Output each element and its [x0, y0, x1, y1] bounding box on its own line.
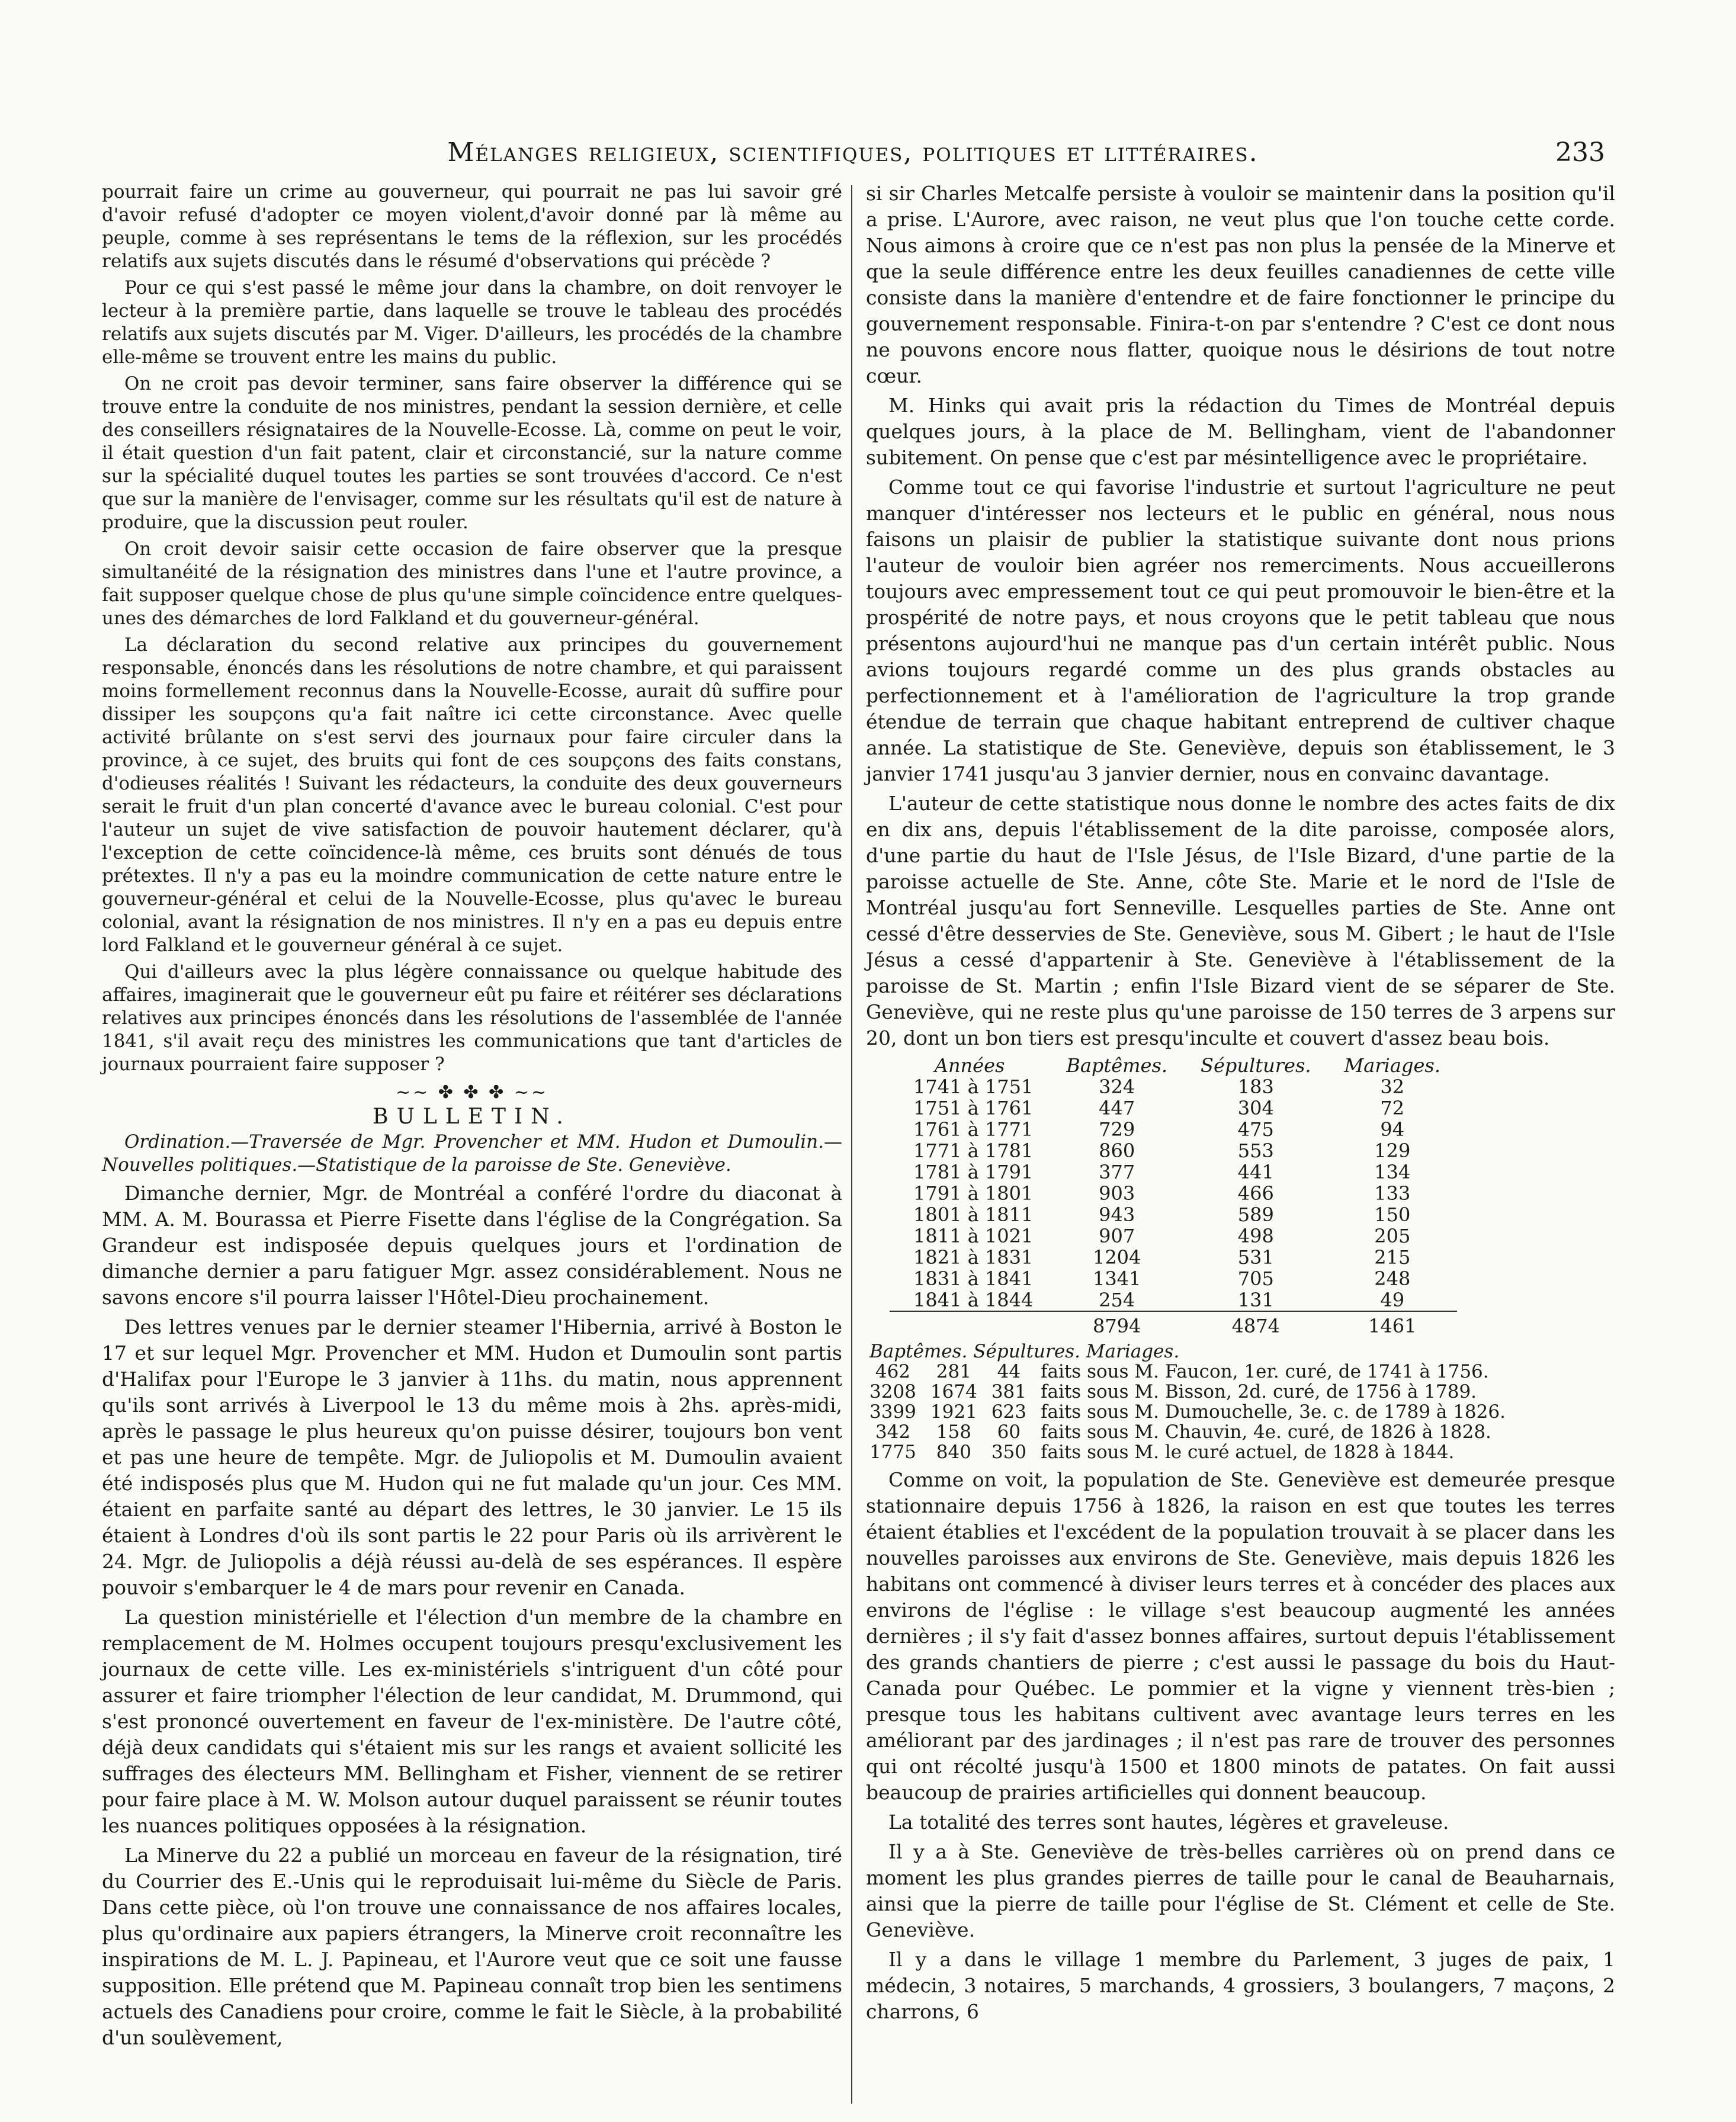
- bulletin-summary: Ordination.—Traversée de Mgr. Provencher et MM. Hudon et Dumoulin.—Nouvelles politiques.—Statistique de la paroisse de Ste. Geneviève.: [102, 1131, 842, 1176]
- table-row: [866, 1422, 1516, 1442]
- total-baptemes: 8794: [1050, 1311, 1184, 1337]
- table-cell: 1791 à 1801: [913, 1182, 1034, 1205]
- page-header: [101, 137, 1605, 179]
- table-row: [890, 1268, 1457, 1289]
- table-cell: 129: [1374, 1139, 1411, 1162]
- table-cell: 215: [1374, 1246, 1411, 1269]
- table-cell: 447: [1099, 1097, 1135, 1119]
- table-cell: 943: [1099, 1203, 1135, 1226]
- table-row: [890, 1247, 1457, 1268]
- table-cell: 475: [1237, 1118, 1274, 1141]
- table-cell: 1204: [1092, 1246, 1141, 1269]
- table-cell: 1781 à 1791: [913, 1161, 1034, 1183]
- paragraph: Des lettres venues par le dernier steamer l'Hibernia, arrivé à Boston le 17 et sur lequel Mgr. Provencher et MM. Hudon et Dumoulin sont partis d'Halifax pour l'Europe le 3 janvier à 11hs. du matin, nous apprennent qu'ils sont arrivés à Liverpool le 13 du même mois à 2hs. après-midi, après le passage le plus heureux qu'on puisse désirer, toujours bon vent et pas une heure de tempête. Mgr. de Juliopolis et M. Dumoulin avaient été indisposés plus que M. Hudon qui ne fut malade qu'un jour. Ces MM. étaient en parfaite santé au départ des lettres, le 30 janvier. Le 15 ils étaient à Londres d'où ils sont partis le 22 pour Paris où ils arrivèrent le 24. Mgr. de Juliopolis a déjà réussi au-delà de ses espérances. Il espère pouvoir s'embarquer le 4 de mars pour revenir en Canada.: [102, 1315, 842, 1599]
- table-cell: 94: [1380, 1118, 1405, 1141]
- table-cell: 281: [936, 1361, 971, 1382]
- ornament-divider: ~~ ✤ ✤ ✤ ~~: [395, 1082, 549, 1103]
- table-cell: 1775: [869, 1442, 916, 1463]
- table-row: [890, 1225, 1457, 1247]
- table-cell: 133: [1374, 1182, 1411, 1205]
- table-row: [890, 1289, 1457, 1311]
- table-cell: 1761 à 1771: [913, 1118, 1034, 1141]
- paragraph: pourrait faire un crime au gouverneur, qui pourrait ne pas lui savoir gré d'avoir refusé d'adopter ce moyen violent,d'avoir donné par là même au peuple, comme à ses représentans le tems de la réflexion, sur les procédés relatifs aux sujets discutés dans le résumé d'observations qui précède ?: [102, 181, 842, 272]
- paragraph: Pour ce qui s'est passé le même jour dans la chambre, on doit renvoyer le lecteur à la première partie, dans laquelle se trouve le tableau des procédés relatifs aux sujets discutés par M. Viger. D'ailleurs, les procédés de la chambre elle-même se trouvent entre les mains du public.: [102, 277, 842, 368]
- paragraph: L'auteur de cette statistique nous donne le nombre des actes faits de dix en dix ans, depuis l'établissement de la dite paroisse, composée alors, d'une partie du haut de l'Isle Jésus, de l'Isle Bizard, d'une partie de la paroisse actuelle de Ste. Anne, côte Ste. Marie et le nord de l'Isle de Montréal jusqu'au fort Senneville. Lesquelles parties de Ste. Anne ont cessé d'être desservies de Ste. Geneviève, sous M. Gibert ; le haut de l'Isle Jésus a cessé d'appartenir à Ste. Geneviève à l'établissement de la paroisse de St. Martin ; enfin l'Isle Bizard vient de se séparer de Ste. Geneviève, qui ne reste plus qu'une paroisse de 150 terres de 3 arpens sur 20, dont un bon tiers est presqu'inculte et couvert d'assez beau bois.: [866, 792, 1615, 1049]
- table-cell: 553: [1237, 1139, 1274, 1162]
- table-cell: 324: [1099, 1076, 1135, 1098]
- table-cell: 377: [1099, 1161, 1135, 1183]
- paragraph: On ne croit pas devoir terminer, sans faire observer la différence qui se trouve entre la conduite de nos ministres, pendant la session dernière, et celle des conseillers résignataires de la Nouvelle-Ecosse. Là, comme on peut le voir, il était question d'un fait patent, clair et circonstancié, sur la nature comme sur la spécialité duquel toutes les parties se sont trouvées d'accord. Ce n'est que sur la manière de l'envisager, comme sur les résultats qu'il est de nature à produire, que la discussion peut rouler.: [102, 373, 842, 533]
- table-cell: 1801 à 1811: [913, 1203, 1034, 1226]
- table-cell: 342: [875, 1421, 911, 1443]
- table-row: [890, 1097, 1457, 1119]
- table-cell: 462: [875, 1361, 911, 1382]
- table-row: [866, 1362, 1516, 1382]
- paragraph: Comme tout ce qui favorise l'industrie et surtout l'agriculture ne peut manquer d'intéresser nos lecteurs et le public en général, nous nous faisons un plaisir de publier la statistique suivante dont nous prions l'auteur de vouloir bien agréer nos remerciments. Nous accueillerons toujours avec empressement tout ce qui peut promouvoir le bien-être et la prospérité de notre pays, et nous croyons que le petit tableau que nous présentons aujourd'hui ne manque pas d'un certain intérêt public. Nous avions toujours regardé comme un des plus grands obstacles au perfectionnement et à l'amélioration de l'agriculture la trop grande étendue de terrain que chaque habitant entreprend de cultiver chaque année. La statistique de Ste. Geneviève, depuis son établissement, le 3 janvier 1741 jusqu'au 3 janvier dernier, nous en convainc davantage.: [866, 476, 1615, 785]
- table-cell: 205: [1374, 1225, 1411, 1247]
- table-cell: 1831 à 1841: [913, 1267, 1034, 1290]
- table-cell: 3208: [869, 1381, 916, 1402]
- table-cell: 32: [1380, 1076, 1405, 1098]
- paragraph: M. Hinks qui avait pris la rédaction du Times de Montréal depuis quelques jours, à la place de M. Bellingham, vient de l'abandonner subitement. On pense que c'est par mésintelligence avec le propriétaire.: [866, 394, 1615, 469]
- table-cell: 350: [991, 1442, 1026, 1463]
- table-cell: 907: [1099, 1225, 1135, 1247]
- table-cell: faits sous M. Bisson, 2d. curé, de 1756 à 1789.: [1040, 1381, 1477, 1402]
- table-cell: 72: [1380, 1097, 1405, 1119]
- table-cell: 589: [1237, 1203, 1274, 1226]
- table-cell: faits sous M. le curé actuel, de 1828 à 1844.: [1040, 1442, 1455, 1463]
- paragraph: Comme on voit, la population de Ste. Geneviève est demeurée presque stationnaire depuis 1756 à 1826, la raison en est que toutes les terres étaient établies et l'excédent de la population trouvait à se placer dans les nouvelles paroisses aux environs de Ste. Geneviève, mais depuis 1826 les habitans ont commencé à diviser leurs terres et à concéder des places aux environs de l'église : le village s'est beaucoup augmenté les années dernières ; il s'y fait d'assez bonnes affaires, surtout depuis l'établissement des grands chantiers de pierre ; c'est aussi le passage du bois du Haut-Canada pour Québec. Le pommier et la vigne y viennent très-bien ; presque tous les habitans cultivent avec avantage leurs terres en les améliorant par des jardinages ; il n'est pas rare de trouver des personnes qui ont récolté jusqu'à 1500 et 1800 minots de patates. On fait aussi beaucoup de prairies artificielles qui donnent beaucoup.: [866, 1468, 1615, 1804]
- paragraph: Qui d'ailleurs avec la plus légère connaissance ou quelque habitude des affaires, imaginerait que le gouverneur eût pu faire et réitérer ses déclarations relatives aux principes énoncés dans les résolutions de l'assemblée de l'année 1841, s'il avait reçu des ministres les communications que tant d'articles de journaux pourraient faire supposer ?: [102, 961, 842, 1075]
- table-cell: 1841 à 1844: [913, 1289, 1034, 1311]
- table-cell: 1741 à 1751: [913, 1076, 1034, 1098]
- table-totals-row: [890, 1311, 1457, 1337]
- paragraph: Il y a dans le village 1 membre du Parlement, 3 juges de paix, 1 médecin, 3 notaires, 5 marchands, 4 grossiers, 3 boulangers, 7 maçons, 2 charrons, 6: [866, 1948, 1615, 2023]
- paragraph: Dimanche dernier, Mgr. de Montréal a conféré l'ordre du diaconat à MM. A. M. Bourassa et Pierre Fisette dans l'église de la Congrégation. Sa Grandeur est indisposée depuis quelques jours et l'ordination de dimanche dernier a paru fatiguer Mgr. assez considérablement. Nous ne savons encore s'il pourra laisser l'Hôtel-Dieu prochainement.: [102, 1182, 842, 1309]
- table-cell: 903: [1099, 1182, 1135, 1205]
- table-cell: 705: [1237, 1267, 1274, 1290]
- paragraph: On croit devoir saisir cette occasion de faire observer que la presque simultanéité de la résignation des ministres dans l'une et l'autre province, a fait supposer quelque chose de plus qu'une simple coïncidence entre quelques-unes des démarches de lord Falkland et du gouverneur-général.: [102, 538, 842, 629]
- table-cell: 60: [997, 1421, 1021, 1443]
- statistics-table: [890, 1055, 1457, 1337]
- paragraph: La déclaration du second relative aux principes du gouvernement responsable, énoncés dans les résolutions de notre chambre, et qui paraissent moins formellement reconnus dans la Nouvelle-Ecosse, aurait dû suffire pour dissiper les soupçons qu'a fait naître ici cette circonstance. Avec quelle activité brûlante on s'est servi des journaux pour faire circuler dans la province, à ce sujet, des bruits qui font de ces soupçons des faits constans, d'odieuses réalités ! Suivant les rédacteurs, la conduite des deux gouverneurs serait le fruit d'un plan concerté d'avance avec le bureau colonial. C'est pour l'auteur un sujet de vive satisfaction de pouvoir hautement déclarer, qu'à l'exception de cette coïncidence-là même, ces bruits sont dénués de tous prétextes. Il n'y a pas eu la moindre communication de cette nature entre le gouverneur-général et celui de la Nouvelle-Ecosse, plus qu'avec le bureau colonial, avant la résignation de nos ministres. Il n'y en a pas eu depuis entre lord Falkland et le gouverneur général à ce sujet.: [102, 634, 842, 956]
- table-cell: 248: [1374, 1267, 1411, 1290]
- table-cell: 840: [936, 1442, 971, 1463]
- column-divider: [851, 185, 852, 2104]
- table-cell: 3399: [869, 1401, 916, 1423]
- table-cell: 304: [1237, 1097, 1274, 1119]
- running-title: Mélanges religieux, scientifiques, politiques et littéraires.: [447, 137, 1259, 168]
- table-cell: 1341: [1092, 1267, 1141, 1290]
- table-cell: 623: [991, 1401, 1026, 1423]
- table-cell: 1674: [930, 1381, 977, 1402]
- table-cell: 531: [1237, 1246, 1274, 1269]
- table-cell: 1771 à 1781: [913, 1139, 1034, 1162]
- column-header: Sépultures.: [1201, 1054, 1311, 1077]
- curates-table-header: Baptêmes. Sépultures. Mariages.: [869, 1341, 1180, 1362]
- curates-table-body: [866, 1362, 1516, 1462]
- total-mariages: 1461: [1328, 1311, 1457, 1337]
- table-row: [890, 1119, 1457, 1140]
- table-cell: 134: [1374, 1161, 1411, 1183]
- table-cell: 44: [997, 1361, 1021, 1382]
- statistics-table-body: [890, 1076, 1457, 1311]
- table-cell: 466: [1237, 1182, 1274, 1205]
- table-cell: 150: [1374, 1203, 1411, 1226]
- column-header: Mariages.: [1344, 1054, 1440, 1077]
- table-cell: 49: [1380, 1289, 1405, 1311]
- table-cell: 131: [1237, 1289, 1274, 1311]
- table-row: [890, 1204, 1457, 1225]
- table-cell: 183: [1237, 1076, 1274, 1098]
- right-column: [866, 181, 1615, 2028]
- table-cell: 1821 à 1831: [913, 1246, 1034, 1269]
- bulletin-heading: BULLETIN.: [373, 1105, 572, 1129]
- table-row: [890, 1140, 1457, 1161]
- table-row: [866, 1402, 1516, 1422]
- table-cell: 729: [1099, 1118, 1135, 1141]
- column-header: Années: [934, 1054, 1005, 1077]
- left-column: [102, 181, 842, 2054]
- table-row: [890, 1161, 1457, 1183]
- paragraph: Il y a à Ste. Geneviève de très-belles carrières où on prend dans ce moment les plus grandes pierres de taille pour le canal de Beauharnais, ainsi que la pierre de taille pour l'église de St. Clément et celle de Ste. Geneviève.: [866, 1840, 1615, 1941]
- table-cell: 381: [991, 1381, 1026, 1402]
- paragraph: La totalité des terres sont hautes, légères et graveleuse.: [888, 1810, 1449, 1834]
- total-sepultures: 4874: [1184, 1311, 1327, 1337]
- table-cell: [890, 1311, 1050, 1337]
- page-number: 233: [1555, 137, 1605, 168]
- paragraph: La Minerve du 22 a publié un morceau en faveur de la résignation, tiré du Courrier des E.-Unis qui le reproduisait lui-même du Siècle de Paris. Dans cette pièce, où l'on trouve une connaissance de nos affaires locales, plus qu'ordinaire aux papiers étrangers, la Minerve croit reconnaître les inspirations de M. L. J. Papineau, et l'Aurore veut que ce soit une fausse supposition. Elle prétend que M. Papineau connaît trop bien les sentimens actuels des Canadiens pour croire, comme le fait le Siècle, à la probabilité d'un soulèvement,: [102, 1844, 842, 2049]
- table-cell: faits sous M. Dumouchelle, 3e. c. de 1789 à 1826.: [1040, 1401, 1506, 1423]
- table-row: [890, 1076, 1457, 1097]
- table-row: [890, 1183, 1457, 1204]
- paragraph: La question ministérielle et l'élection d'un membre de la chambre en remplacement de M. Holmes occupent toujours presqu'exclusivement les journaux de cette ville. Les ex-ministériels s'intriguent d'un côté pour assurer et faire triompher l'élection de leur candidat, M. Drummond, qui s'est prononcé ouvertement en faveur de l'ex-ministère. De l'autre côté, déjà deux candidats qui s'étaient mis sur les rangs et avaient sollicité les suffrages des électeurs MM. Bellingham et Fisher, viennent de se retirer pour faire place à M. W. Molson autour duquel paraissent se réunir toutes les nuances politiques opposées à la résignation.: [102, 1606, 842, 1837]
- table-cell: 860: [1099, 1139, 1135, 1162]
- table-cell: 441: [1237, 1161, 1274, 1183]
- column-header: Baptêmes.: [1066, 1054, 1168, 1077]
- table-cell: 254: [1099, 1289, 1135, 1311]
- table-cell: faits sous M. Faucon, 1er. curé, de 1741 à 1756.: [1040, 1361, 1489, 1382]
- table-cell: 1811 à 1021: [913, 1225, 1034, 1247]
- table-row: [866, 1382, 1516, 1402]
- table-cell: 158: [936, 1421, 971, 1443]
- table-cell: 1921: [930, 1401, 977, 1423]
- paragraph: si sir Charles Metcalfe persiste à vouloir se maintenir dans la position qu'il a prise. L'Aurore, avec raison, ne veut plus que l'on touche cette corde. Nous aimons à croire que ce n'est pas non plus la pensée de la Minerve et que la seule différence entre les deux feuilles canadiennes de cette ville consiste dans la manière d'entendre et de faire fonctionner le principe du gouvernement responsable. Finira-t-on par s'entendre ? C'est ce dont nous ne pouvons encore nous flatter, quoique nous le désirions de tout notre cœur.: [866, 182, 1615, 387]
- table-cell: faits sous M. Chauvin, 4e. curé, de 1826 à 1828.: [1040, 1421, 1491, 1443]
- table-row: [866, 1442, 1516, 1462]
- table-cell: 1751 à 1761: [913, 1097, 1034, 1119]
- table-cell: 498: [1237, 1225, 1274, 1247]
- curates-table: [866, 1341, 1516, 1462]
